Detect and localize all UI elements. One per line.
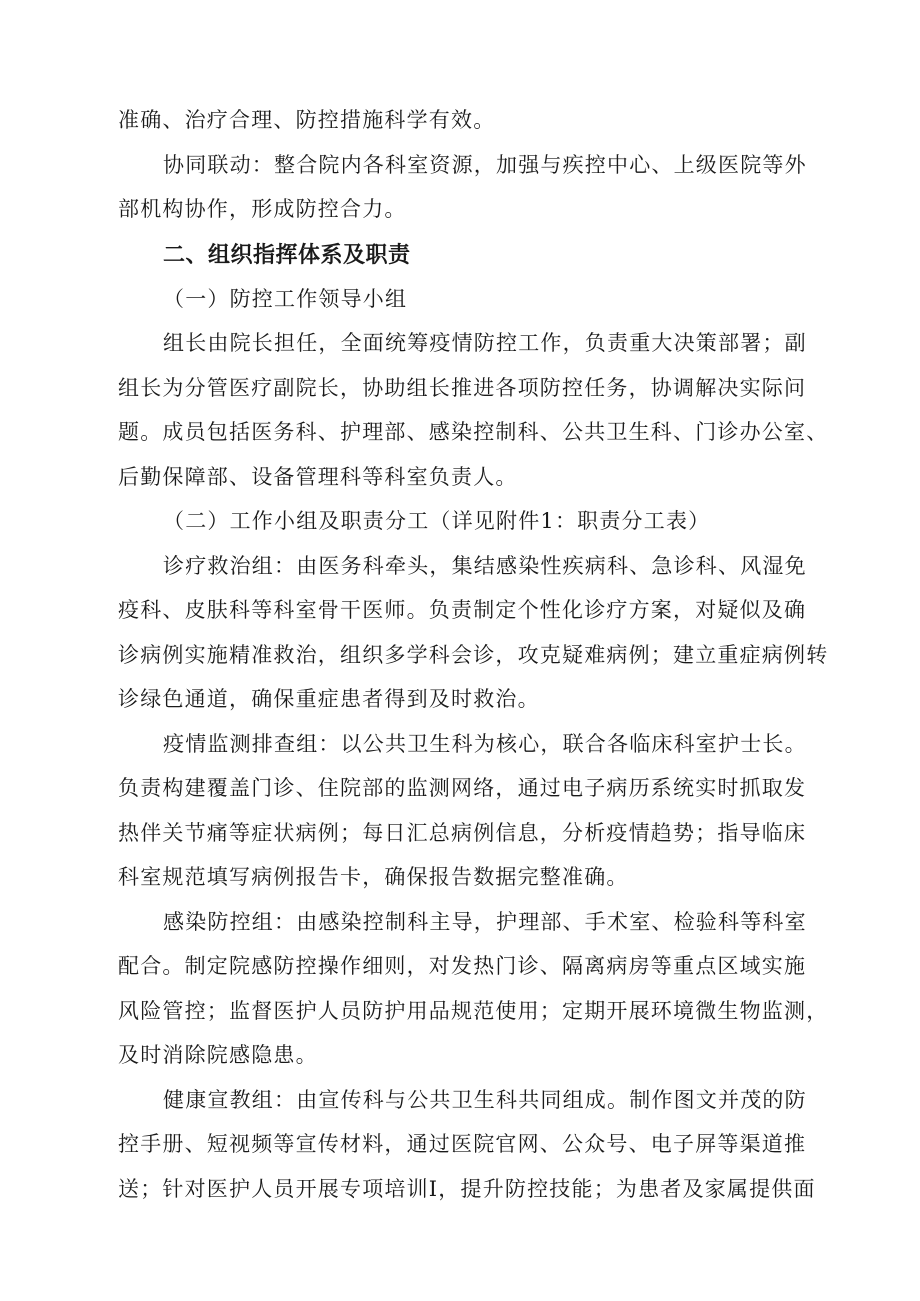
paragraph-line: 控手册、短视频等宣传材料，通过医院官网、公众号、电子屏等渠道推: [118, 1132, 807, 1156]
paragraph-line: 风险管控；监督医护人员防护用品规范使用；定期开展环境微生物监测，: [118, 999, 829, 1023]
paragraph-line: 配合。制定院感防控操作细则，对发热门诊、隔离病房等重点区域实施: [118, 954, 807, 978]
paragraph-line: 疫情监测排查组：以公共卫生科为核心，联合各临床科室护士长。: [163, 732, 807, 756]
paragraph-line: 诊病例实施精准救治，组织多学科会诊，攻克疑难病例；建立重症病例转: [118, 643, 829, 667]
paragraph-line: 送；针对医护人员开展专项培训I，提升防控技能；为患者及家属提供面: [118, 1177, 816, 1201]
paragraph-line: 及时消除院感隐患。: [118, 1043, 318, 1067]
paragraph-line: 疫科、皮肤科等科室骨干医师。负责制定个性化诊疗方案，对疑似及确: [118, 598, 807, 622]
paragraph-line: 负责构建覆盖门诊、住院部的监测网络，通过电子病历系统实时抓取发: [118, 776, 807, 800]
paragraph-line: 诊绿色通道，确保重症患者得到及时救治。: [118, 687, 540, 711]
paragraph-line: 组长由院长担任，全面统筹疫情防控工作，负责重大决策部署；副: [163, 331, 807, 355]
paragraph-line: 部机构协作，形成防控合力。: [118, 197, 407, 221]
section-heading: 二、组织指挥体系及职责: [163, 243, 411, 268]
paragraph-line: 科室规范填写病例报告卡，确保报告数据完整准确。: [118, 865, 629, 889]
paragraph-line: 热伴关节痛等症状病例；每日汇总病例信息，分析疫情趋势；指导临床: [118, 821, 807, 845]
paragraph-line: 协同联动：整合院内各科室资源，加强与疾控中心、上级医院等外: [163, 153, 807, 177]
paragraph-line: 后勤保障部、设备管理科等科室负责人。: [118, 465, 518, 489]
paragraph-line: 诊疗救治组：由医务科牵头，集结感染性疾病科、急诊科、风湿免: [163, 554, 807, 578]
paragraph-line: 健康宣教组：由宣传科与公共卫生科共同组成。制作图文并茂的防: [163, 1088, 807, 1112]
paragraph-line: 感染防控组：由感染控制科主导，护理部、手术室、检验科等科室: [163, 910, 807, 934]
subsection-heading: （二）工作小组及职责分工（详见附件1：职责分工表）: [163, 509, 711, 533]
paragraph-line: 题。成员包括医务科、护理部、感染控制科、公共卫生科、门诊办公室、: [118, 420, 829, 444]
paragraph-line: 准确、治疗合理、防控措施科学有效。: [118, 108, 496, 132]
paragraph-line: 组长为分管医疗副院长，协助组长推进各项防控任务，协调解决实际问: [118, 376, 807, 400]
subsection-heading: （一）防控工作领导小组: [163, 287, 408, 311]
